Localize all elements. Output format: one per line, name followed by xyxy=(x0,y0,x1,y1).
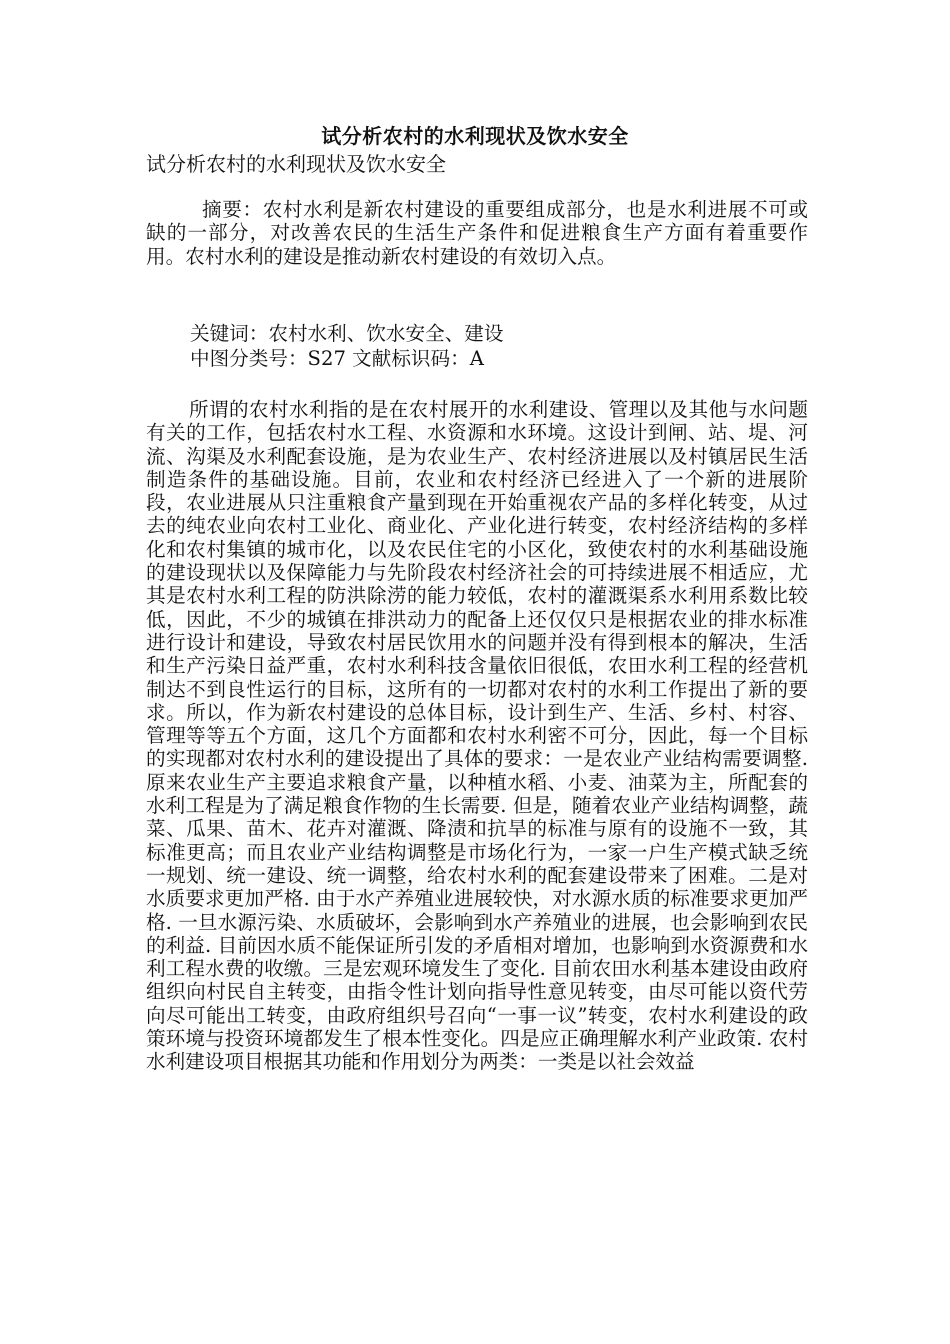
abstract-paragraph: 摘要：农村水利是新农村建设的重要组成部分，也是水利进展不可或缺的一部分，对改善农民的生活生产条件和促进粮食生产方面有着重要作用。农村水利的建设是推动新农村建设的有效切入点。 xyxy=(146,198,808,268)
body-paragraph: 所谓的农村水利指的是在农村展开的水利建设、管理以及其他与水问题有关的工作，包括农村水工程、水资源和水环境。这设计到闸、站、堤、河流、沟渠及水利配套设施，是为农业生产、农村经济进展以及村镇居民生活制造条件的基础设施。目前，农业和农村经济已经进入了一个新的进展阶段，农业进展从只注重粮食产量到现在开始重视农产品的多样化转变，从过去的纯农业向农村工业化、商业化、产业化进行转变，农村经济结构的多样化和农村集镇的城市化，以及农民住宅的小区化，致使农村的水利基础设施的建设现状以及保障能力与先阶段农村经济社会的可持续进展不相适应，尤其是农村水利工程的防洪除涝的能力较低，农村的灌溉渠系水利用系数比较低，因此，不少的城镇在排洪动力的配备上还仅仅只是根据农业的排水标准进行设计和建设，导致农村居民饮用水的问题并没有得到根本的解决，生活和生产污染日益严重，农村水利科技含量依旧很低，农田水利工程的经营机制达不到良性运行的目标，这所有的一切都对农村的水利工作提出了新的要求。所以，作为新农村建设的总体目标，设计到生产、生活、乡村、村容、管理等等五个方面，这几个方面都和农村水利密不可分，因此，每一个目标的实现都对农村水利的建设提出了具体的要求：一是农业产业结构需要调整. 原来农业生产主要追求粮食产量，以种植水稻、小麦、油菜为主，所配套的水利工程是为了满足粮食作物的生长需要. 但是，随着农业产业结构调整，蔬菜、瓜果、苗木、花卉对灌溉、降渍和抗旱的标准与原有的设施不一致，其标准更高；而且农业产业结构调整是市场化行为，一家一户生产模式缺乏统一规划、统一建设、统一调整，给农村水利的配套建设带来了困难。二是对水质要求更加严格. 由于水产养殖业进展较快，对水源水质的标准要求更加严格. 一旦水源污染、水质破坏，会影响到水产养殖业的进展，也会影响到农民的利益. 目前因水质不能保证所引发的矛盾相对增加，也影响到水资源费和水利工程水费的收缴。三是宏观环境发生了变化. 目前农田水利基本建设由政府组织向村民自主转变，由指令性计划向指导性意见转变，由尽可能以资代劳向尽可能出工转变，由政府组织号召向“一事一议”转变，农村水利建设的政策环境与投资环境都发生了根本性变化。四是应正确理解水利产业政策. 农村水利建设项目根据其功能和作用划分为两类：一类是以社会效益 xyxy=(146,398,808,1074)
document-subtitle: 试分析农村的水利现状及饮水安全 xyxy=(146,152,446,176)
keywords-line: 关键词：农村水利、饮水安全、建设 xyxy=(190,322,504,345)
classification-line: 中图分类号：S27 文献标识码：A xyxy=(190,347,484,370)
document-title: 试分析农村的水利现状及饮水安全 xyxy=(321,124,629,148)
